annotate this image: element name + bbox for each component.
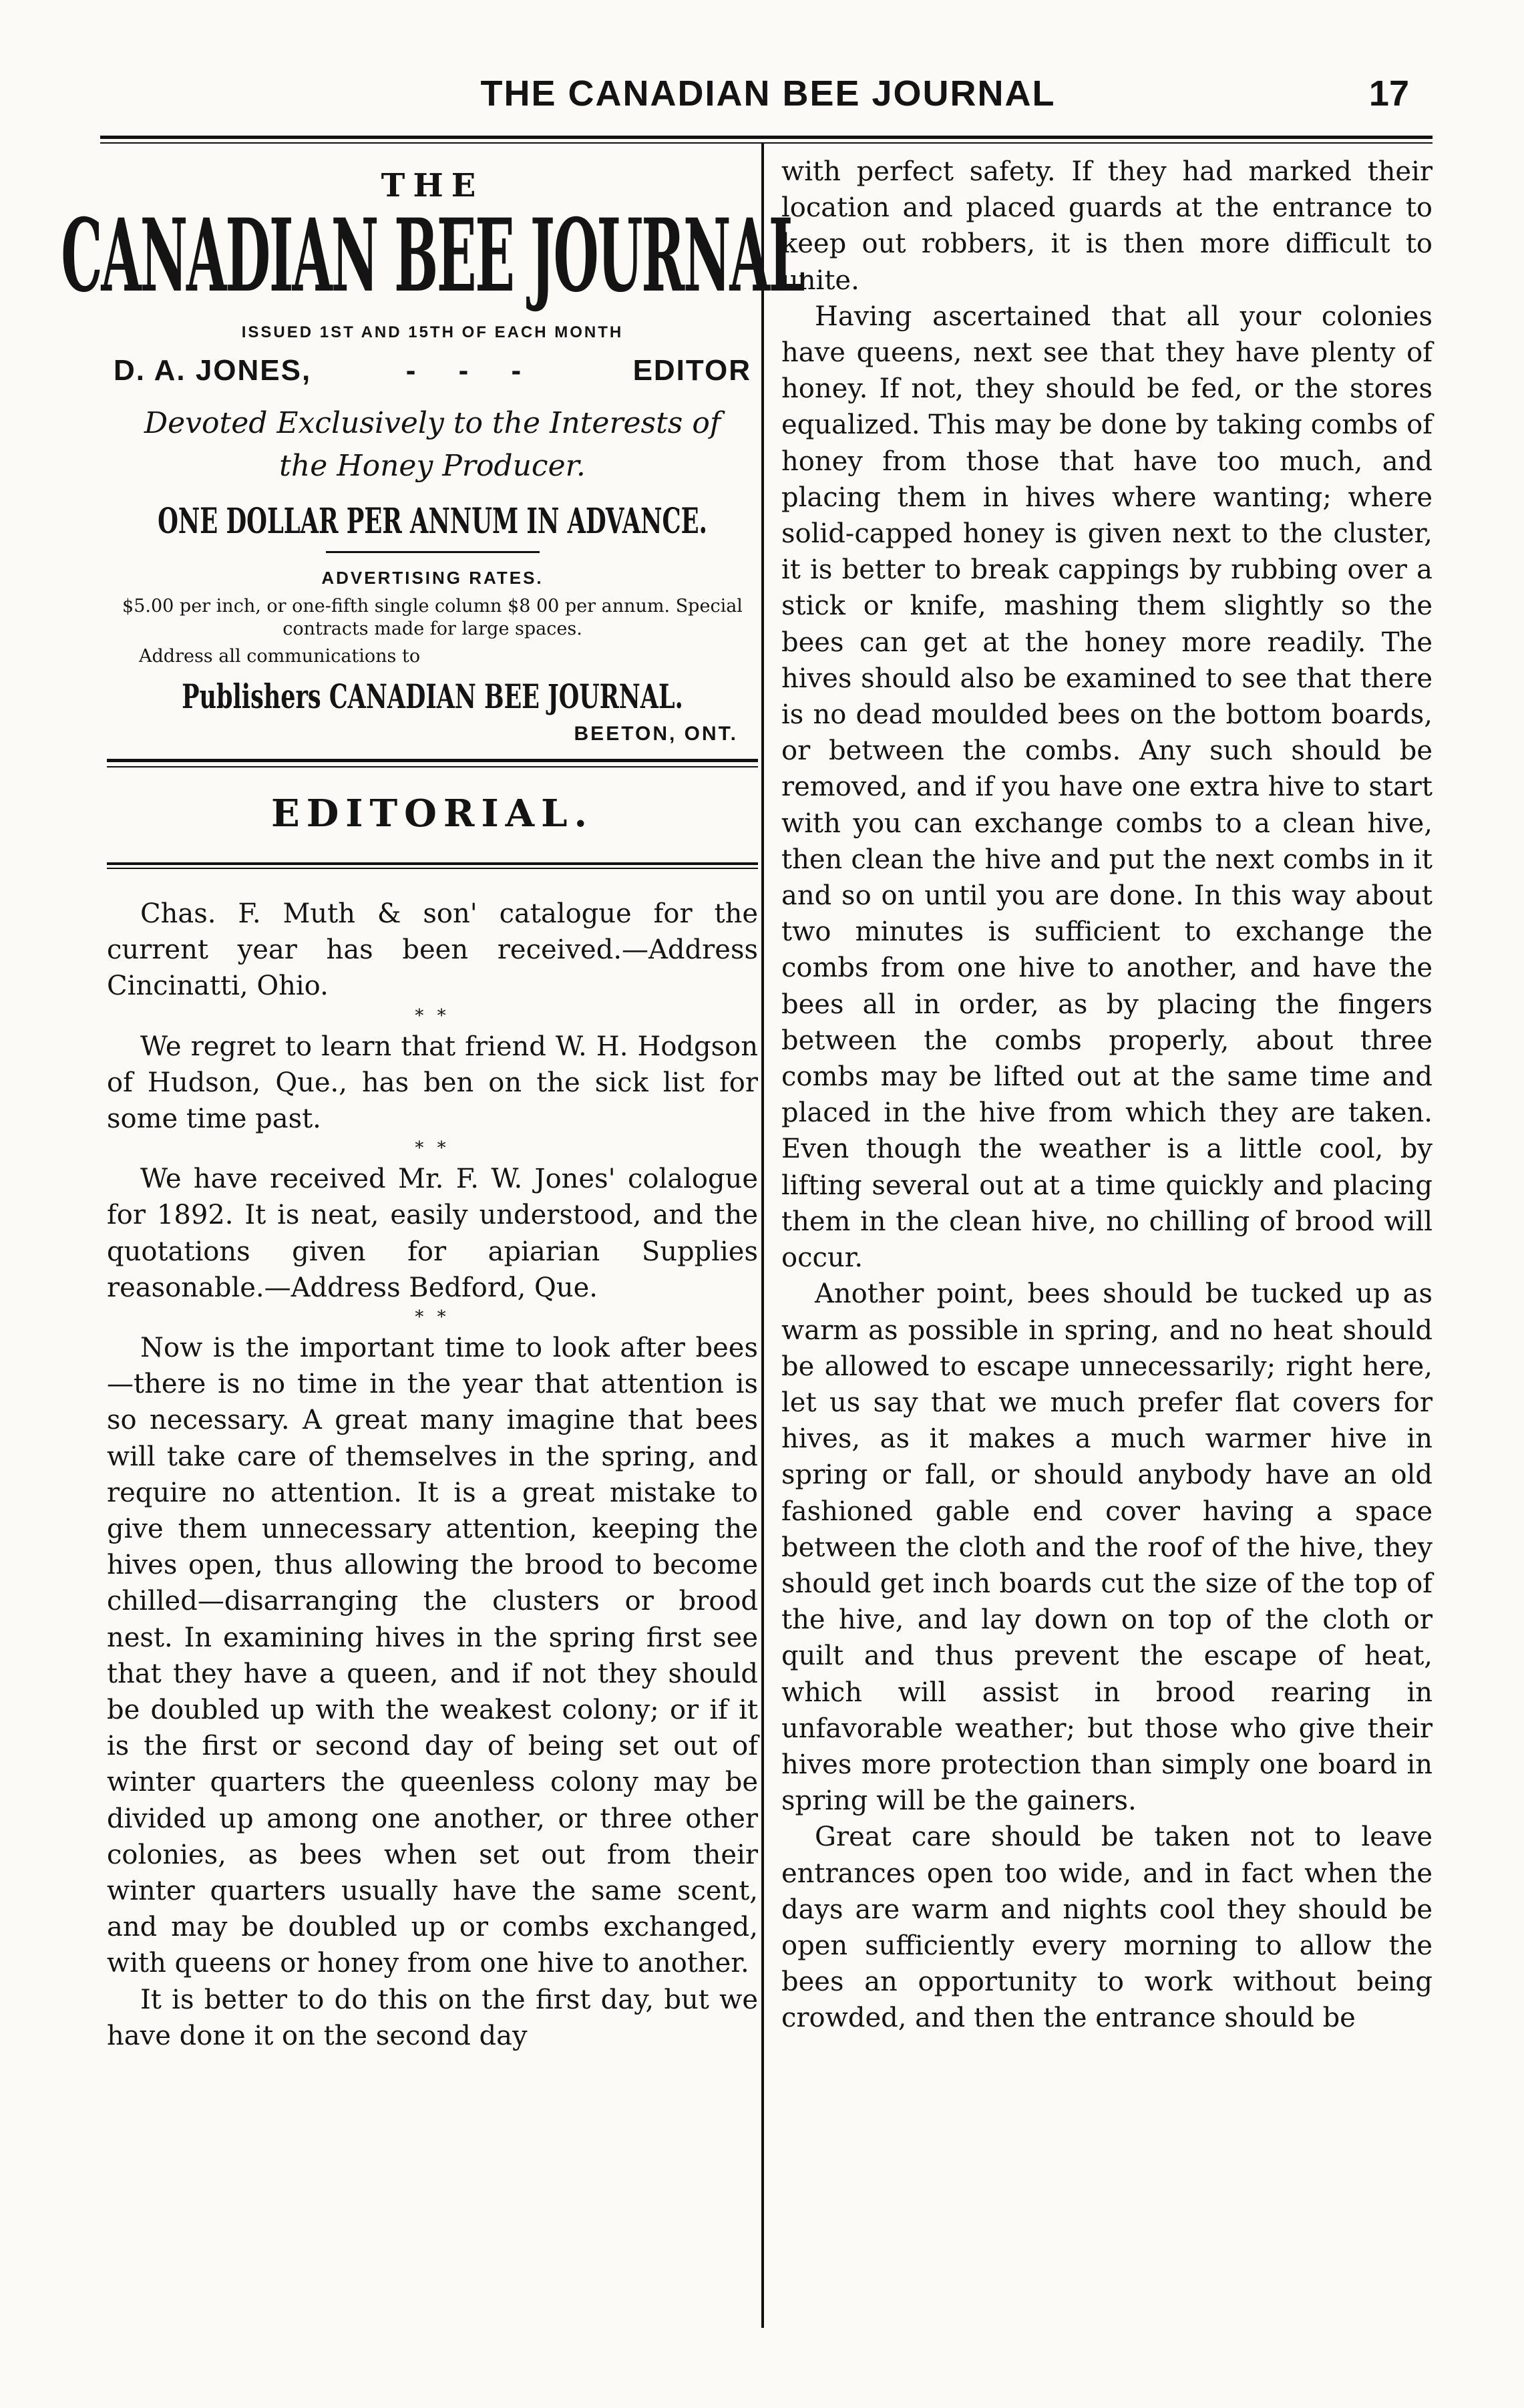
header-rule-thick <box>100 136 1433 139</box>
masthead-title: CANADIAN BEE JOURNAL <box>61 197 804 315</box>
paragraph: We have received Mr. F. W. Jones' colalogue for 1892. It is neat, easily understood, and the quotations given for apiarian Supplies reasonable.—Address Bedford, Que. <box>107 1164 758 1303</box>
paragraph: It is better to do this on the first day, but we have done it on the second day <box>107 1984 758 2051</box>
publisher-location: BEETON, ONT. <box>574 723 738 745</box>
masthead-bottom-rule <box>107 759 758 767</box>
subscription-price: ONE DOLLAR PER ANNUM IN ADVANCE. <box>158 501 707 542</box>
paragraph: Now is the important time to look after bees—there is no time in the year that attention is so necessary. A great many imagine that bees will take care of themselves in the spring, and require no attention. It is a great mistake to give them unnecessary attention, keeping the hives open, thus allowing the brood to become chilled—disarranging the clusters or brood nest. In examining hives in the spring first see that they have a queen, and if not they should be doubled up with the weakest colony; or if it is the first or second day of being set out of winter quarters the queenless colony may be divided up among one another, or three other colonies, as bees when set out from their winter quarters usually have the same scent, and may be doubled up or combs exchanged, with queens or honey from one hive to another. <box>107 1333 758 1979</box>
editor-name: D. A. JONES, <box>114 354 312 387</box>
editor-dashes: - - - <box>405 354 539 387</box>
right-column <box>781 154 1433 2037</box>
paragraph-separator: * * <box>415 1307 450 1328</box>
paragraph: We regret to learn that friend W. H. Hodgson of Hudson, Que., has ben on the sick list for some time past. <box>107 1031 758 1135</box>
running-head <box>100 63 1436 137</box>
devoted-statement: Devoted Exclusively to the Interests of the Honey Producer. <box>144 406 721 483</box>
masthead <box>61 167 804 745</box>
paragraph-separator: * * <box>415 1005 450 1026</box>
paragraph-separator: * * <box>415 1138 450 1159</box>
advertising-rates: $5.00 per inch, or one-fifth single column $8 00 per annum. Special contracts made for large spaces. <box>122 596 743 639</box>
publishers-name: Publishers CANADIAN BEE JOURNAL. <box>182 677 683 716</box>
paragraph: Great care should be taken not to leave entrances open too wide, and in fact when the days are warm and nights cool they should be open sufficiently every morning to allow the bees an opportunity to work without being crowded, and then the entrance should be <box>781 1822 1433 2034</box>
advertising-title: ADVERTISING RATES. <box>321 568 544 588</box>
paragraph: Having ascertained that all your colonies have queens, next see that they have plenty of honey. If not, they should be fed, or the stores equalized. This may be done by taking combs of honey from those that have too much, and placing them in hives where wanting; where solid-capped honey is given next to the cluster, it is better to break cappings by rubbing over a stick or knife, mashing them slightly so the bees can get at the honey more readily. The hives should also be examined to see that there is no dead moulded bees on the bottom boards, or between the combs. Any such should be removed, and if you have one extra hive to start with you can exchange combs to a clean hive, then clean the hive and put the next combs in it and so on until you are done. In this way about two minutes is sufficient to exchange the combs from one hive to another, and have the bees all in order, as by placing the fingers between the combs properly, about three combs may be lifted out at the same time and placed in the hive from which they are taken. Even though the weather is a little cool, by lifting several out at a time quickly and placing them in the clean hive, no chilling of brood will occur. <box>781 301 1433 1274</box>
editor-line <box>114 354 751 387</box>
issue-frequency: ISSUED 1ST AND 15TH OF EACH MONTH <box>241 323 624 341</box>
running-title: THE CANADIAN BEE JOURNAL <box>480 73 1056 114</box>
paragraph: Chas. F. Muth & son' catalogue for the current year has been received.—Address Cincinatti, Ohio. <box>107 898 758 1002</box>
left-column <box>61 154 804 2054</box>
paragraph: with perfect safety. If they had marked their location and placed guards at the entrance to keep out robbers, it is then more difficult to unite. <box>781 156 1433 296</box>
page-number: 17 <box>1368 73 1409 114</box>
editor-role: EDITOR <box>632 354 751 387</box>
paragraph: Another point, bees should be tucked up as warm as possible in spring, and no heat should be allowed to escape unnecessarily; right here, let us say that we much prefer flat covers for hives, as it makes a much warmer hive in spring or fall, or should anybody have an old fashioned gable end cover having a space between the cloth and the roof of the hive, they should get inch boards cut the size of the top of the hive, and lay down on top of the cloth or quilt and thus prevent the escape of heat, which will assist in brood rearing in unfavorable weather; but those who give their hives more protection than simply one board in spring will be the gainers. <box>781 1278 1433 1817</box>
masthead-short-rule <box>326 551 540 553</box>
column-divider <box>761 144 764 2328</box>
editorial-heading: EDITORIAL. <box>271 792 594 836</box>
masthead-the: THE <box>381 167 484 204</box>
address-line: Address all communications to <box>139 646 421 667</box>
header-rule-thin <box>100 142 1433 144</box>
editorial-rule <box>107 862 758 869</box>
